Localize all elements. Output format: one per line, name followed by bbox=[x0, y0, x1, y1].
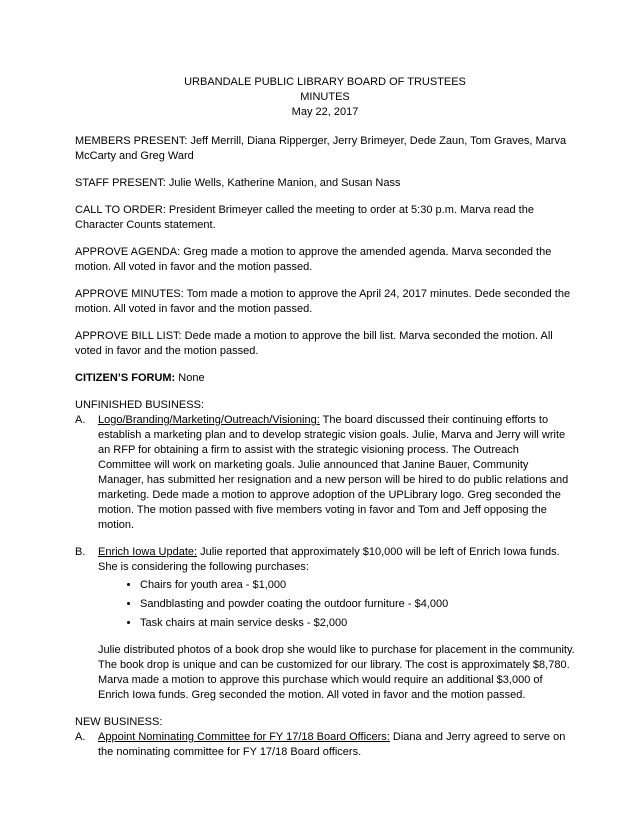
approve-agenda: APPROVE AGENDA: Greg made a motion to approve the amended agenda. Marva seconded the motion. All voted in favor and the motion passed. bbox=[75, 246, 552, 273]
doc-title: MINUTES bbox=[300, 91, 350, 103]
unfinished-business-heading: UNFINISHED BUSINESS: bbox=[75, 399, 204, 411]
citizens-forum-label: CITIZEN’S FORUM: bbox=[75, 372, 176, 384]
item-letter: B. bbox=[75, 546, 86, 558]
unfinished-item-b bbox=[75, 545, 575, 703]
list-item: • Sandblasting and powder coating the outdoor furniture - $4,000 bbox=[140, 597, 575, 612]
unfinished-item-a bbox=[75, 413, 575, 533]
list-item: • Chairs for youth area - $1,000 bbox=[140, 578, 575, 593]
new-item-a bbox=[75, 730, 575, 760]
item-followup: Julie distributed photos of a book drop she would like to purchase for placement in the community. The book drop is unique and can be customized for our library. The cost is approximately $8,780. Marva made a motion to approve this purchase which would require an additional $3,000 of Enrich Iowa funds. Greg seconded the motion. All voted in favor and the motion passed. bbox=[98, 644, 575, 701]
approve-minutes: APPROVE MINUTES: Tom made a motion to approve the April 24, 2017 minutes. Dede seconded the motion. All voted in favor and the motion passed. bbox=[75, 288, 571, 315]
minutes-page bbox=[75, 75, 575, 760]
members-present: MEMBERS PRESENT: Jeff Merrill, Diana Ripperger, Jerry Brimeyer, Dede Zaun, Tom Graves, Marva McCarty and Greg Ward bbox=[75, 135, 567, 162]
purchase-list bbox=[98, 578, 575, 631]
list-item: • Task chairs at main service desks - $2,000 bbox=[140, 616, 575, 631]
document-header bbox=[75, 75, 575, 120]
org-title: URBANDALE PUBLIC LIBRARY BOARD OF TRUSTEES bbox=[184, 76, 466, 88]
approve-bill-list: APPROVE BILL LIST: Dede made a motion to approve the bill list. Marva seconded the motion. All voted in favor and the motion passed. bbox=[75, 330, 553, 357]
item-letter: A. bbox=[75, 414, 86, 426]
item-title: Logo/Branding/Marketing/Outreach/Visioning: bbox=[98, 414, 320, 426]
citizens-forum bbox=[75, 371, 575, 386]
call-to-order: CALL TO ORDER: President Brimeyer called the meeting to order at 5:30 p.m. Marva read the Character Counts statement. bbox=[75, 204, 534, 231]
item-text: Julie reported that approximately $10,000 will be left of Enrich Iowa funds. She is considering the following purchases: bbox=[98, 546, 560, 573]
new-business-heading: NEW BUSINESS: bbox=[75, 716, 163, 728]
item-text: The board discussed their continuing efforts to establish a marketing plan and to develop strategic vision goals. Julie, Marva and Jerry will write an RFP for obtaining a firm to assist with the strategic visioning process. The Outreach Committee will work on marketing goals. Julie announced that Janine Bauer, Community Manager, has submitted her resignation and a new person will be hired to do public relations and marketing. Dede made a motion to approve adoption of the UPLibrary logo. Greg seconded the motion. The motion passed with five members voting in favor and Tom and Jeff opposing the motion. bbox=[98, 414, 569, 531]
item-text: Diana and Jerry agreed to serve on the nominating committee for FY 17/18 Board officers. bbox=[98, 731, 566, 758]
staff-present: STAFF PRESENT: Julie Wells, Katherine Manion, and Susan Nass bbox=[75, 177, 401, 189]
item-title: Appoint Nominating Committee for FY 17/18 Board Officers: bbox=[98, 731, 390, 743]
item-letter: A. bbox=[75, 731, 86, 743]
item-title: Enrich Iowa Update: bbox=[98, 546, 198, 558]
meeting-date: May 22, 2017 bbox=[291, 106, 359, 118]
citizens-forum-value: None bbox=[175, 372, 205, 384]
